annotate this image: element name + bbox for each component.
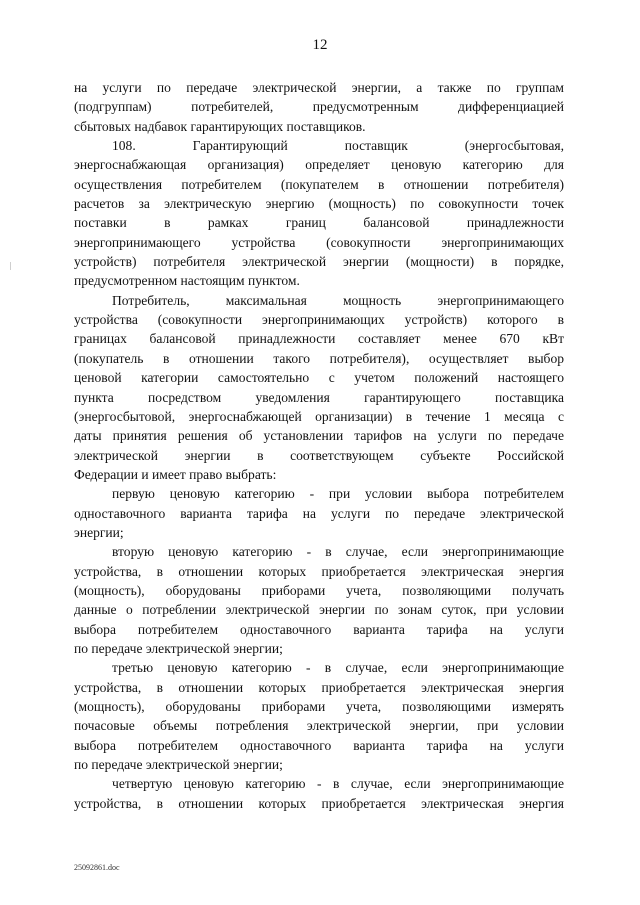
paragraph-tariff-groups-end <box>74 78 564 136</box>
text-line: одноставочного варианта тарифа на услуги по передаче электрической <box>74 505 564 521</box>
text-line: энергопринимающего устройства (совокупности энергопринимающих <box>74 234 564 250</box>
text-line: энергии; <box>74 524 124 540</box>
paragraph-second-category <box>74 542 564 658</box>
text-line: устройства, в отношении которых приобретается электрическая энергия <box>74 563 564 579</box>
text-line: выбора потребителем одноставочного варианта тарифа на услуги <box>74 621 564 637</box>
text-line: третью ценовую категорию - в случае, если энергопринимающие <box>112 660 564 676</box>
text-line: Потребитель, максимальная мощность энергопринимающего <box>112 292 564 308</box>
text-line: сбытовых надбавок гарантирующих поставщиков. <box>74 118 366 134</box>
text-line: первую ценовую категорию - при условии выбора потребителем <box>112 486 564 502</box>
text-line: выбора потребителем одноставочного варианта тарифа на услуги <box>74 737 564 753</box>
text-line: вторую ценовую категорию - в случае, если энергопринимающие <box>112 544 564 560</box>
paragraph-third-category <box>74 658 564 774</box>
text-line: осуществления потребителем (покупателем в отношении потребителя) <box>74 176 564 192</box>
text-line: почасовые объемы потребления электрической энергии, при условии <box>74 718 564 734</box>
text-line: на услуги по передаче электрической энергии, а также по группам <box>74 80 564 95</box>
text-line: (мощность), оборудованы приборами учета, позволяющими измерять <box>74 699 564 714</box>
text-line: по передаче электрической энергии; <box>74 640 283 656</box>
text-line: Федерации и имеет право выбрать: <box>74 466 277 482</box>
text-line: по передаче электрической энергии; <box>74 757 283 773</box>
text-line: устройств) потребителя электрической энергии (мощности) в порядке, <box>74 254 564 270</box>
text-line: четвертую ценовую категорию - в случае, если энергопринимающие <box>112 776 564 792</box>
text-line: 108. Гарантирующий поставщик (энергосбытовая, <box>112 138 564 154</box>
text-line: пункта посредством уведомления гарантирующего поставщика <box>74 389 564 405</box>
paragraph-108 <box>74 136 564 291</box>
text-line: (подгруппам) потребителей, предусмотренным дифференциацией <box>74 99 564 115</box>
text-line: (энергосбытовой, энергоснабжающей организации) в течение 1 месяца с <box>74 408 564 424</box>
paragraph-consumer-choice <box>74 291 564 484</box>
page-number: 12 <box>312 37 328 53</box>
text-line: (покупатель в отношении такого потребителя), осуществляет выбор <box>74 350 564 366</box>
body-text <box>74 78 564 813</box>
text-line: поставки в рамках границ балансовой принадлежности <box>74 215 564 231</box>
text-line: границах балансовой принадлежности составляет менее 670 кВт <box>74 331 564 347</box>
text-line: данные о потреблении электрической энергии по зонам суток, при условии <box>74 602 564 618</box>
text-line: энергоснабжающая организация) определяет ценовую категорию для <box>74 157 564 173</box>
text-line: устройства (совокупности энергопринимающих устройств) которого в <box>74 312 564 328</box>
text-line: расчетов за электрическую энергию (мощность) по совокупности точек <box>74 196 564 212</box>
text-line: ценовой категории самостоятельно с учетом положений настоящего <box>74 370 564 386</box>
text-line: (мощность), оборудованы приборами учета, позволяющими получать <box>74 582 564 598</box>
text-line: предусмотренном настоящим пунктом. <box>74 273 300 289</box>
scan-margin-mark <box>10 262 11 270</box>
document-filename: 25092861.doc <box>74 863 120 872</box>
text-line: даты принятия решения об установлении тарифов на услуги по передаче <box>74 428 564 444</box>
paragraph-fourth-category <box>74 774 564 813</box>
text-line: устройства, в отношении которых приобретается электрическая энергия <box>74 679 564 695</box>
text-line: электрической энергии в соответствующем субъекте Российской <box>74 447 564 463</box>
text-line: устройства, в отношении которых приобретается электрическая энергия <box>74 795 564 811</box>
paragraph-first-category <box>74 484 564 542</box>
